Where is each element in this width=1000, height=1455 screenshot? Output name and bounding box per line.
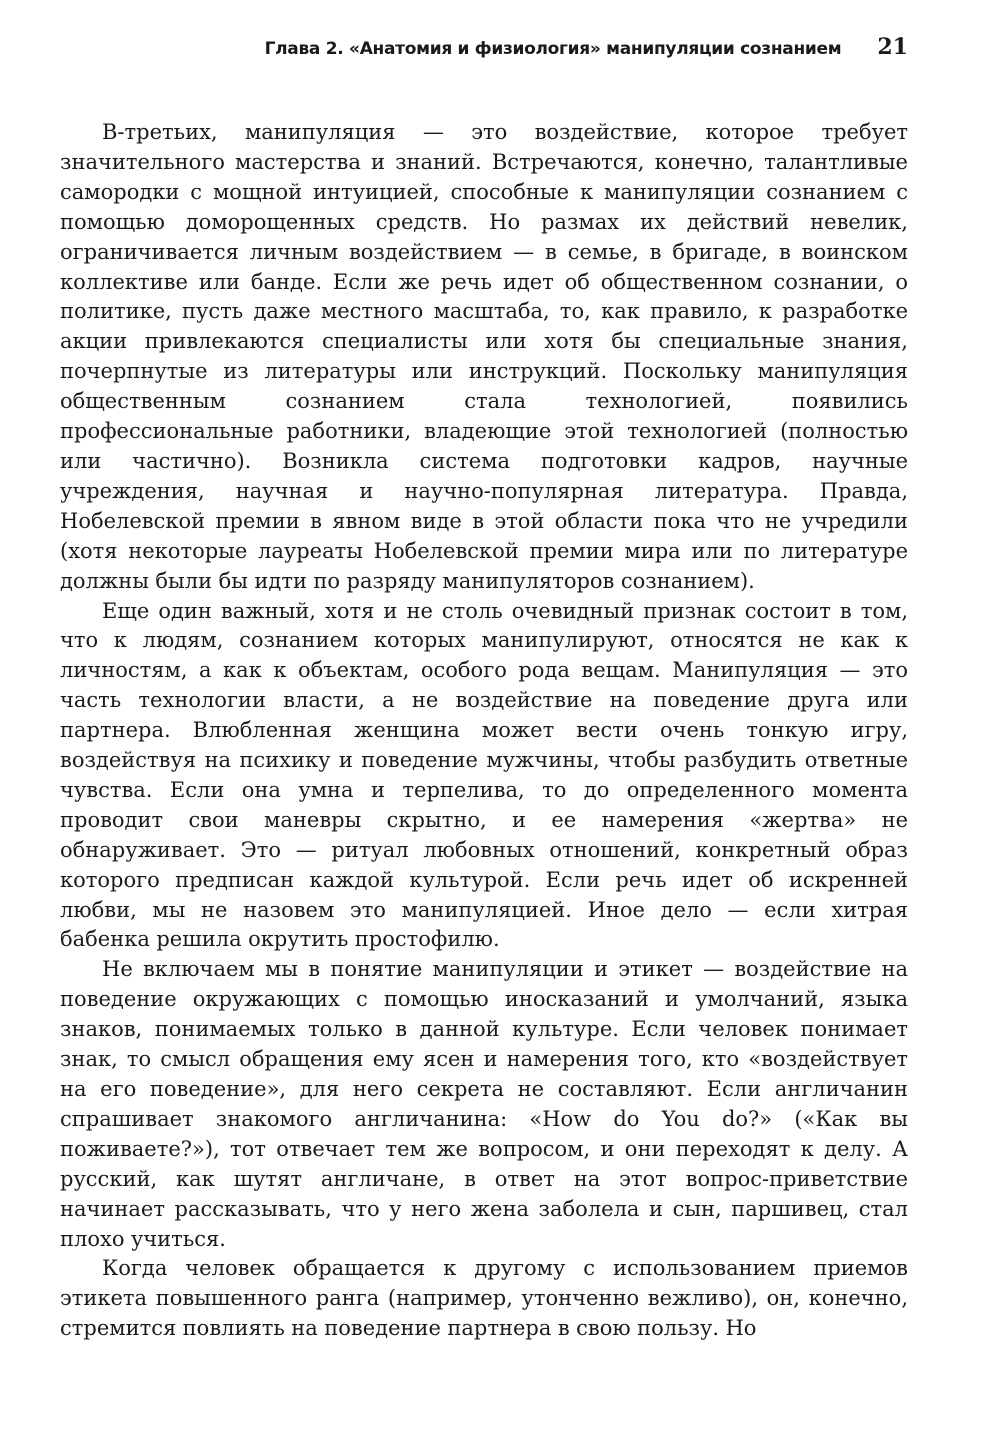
running-title: Глава 2. «Анатомия и физиология» манипуляции сознанием xyxy=(264,39,842,59)
paragraph-3: Не включаем мы в понятие манипуляции и этикет — воздействие на поведение окружающих с помощью иносказаний и умолчаний, языка знаков, понимаемых только в данной культуре. Если человек понимает знак, то смысл обращения ему ясен и намерения того, кто «воздействует на его поведение», для него секрета не составляют. Если англичанин спрашивает знакомого англичанина: «How do You do?» («Как вы поживаете?»), тот отвечает тем же вопросом, и они переходят к делу. А русский, как шутят англичане, в ответ на этот вопрос-приветствие начинает рассказывать, что у него жена заболела и сын, паршивец, стал плохо учиться. xyxy=(60,957,908,1251)
running-head xyxy=(60,34,908,74)
paragraph-1: В-третьих, манипуляция — это воздействие, которое требует значительного мастерства и знаний. Встречаются, конечно, талантливые самородки с мощной интуицией, способные к манипуляции сознанием с помощью доморощенных средств. Но размах их действий невелик, ограничивается личным воздействием — в семье, в бригаде, в воинском коллективе или банде. Если же речь идет об общественном сознании, о политике, пусть даже местного масштаба, то, как правило, к разработке акции привлекаются специалисты или хотя бы специальные знания, почерпнутые из литературы или инструкций. Поскольку манипуляция общественным сознанием стала технологией, появились профессиональные работники, владеющие этой технологией (полностью или частично). Возникла система подготовки кадров, научные учреждения, научная и научно-популярная литература. Правда, Нобелевской премии в явном виде в этой области пока что не учредили (хотя некоторые лауреаты Нобелевской премии мира или по литературе должны были бы идти по разряду манипуляторов сознанием). xyxy=(60,120,908,593)
paragraph-4: Когда человек обращается к другому с использованием приемов этикета повышенного ранга (например, утонченно вежливо), он, конечно, стремится повлиять на поведение партнера в свою пользу. Но xyxy=(60,1256,908,1341)
paragraph-2: Еще один важный, хотя и не столь очевидный признак состоит в том, что к людям, сознанием которых манипулируют, относятся не как к личностям, а как к объектам, особого рода вещам. Манипуляция — это часть технологии власти, а не воздействие на поведение друга или партнера. Влюбленная женщина может вести очень тонкую игру, воздействуя на психику и поведение мужчины, чтобы разбудить ответные чувства. Если она умна и терпелива, то до определенного момента проводит свои маневры скрытно, и ее намерения «жертва» не обнаруживает. Это — ритуал любовных отношений, конкретный образ которого предписан каждой культурой. Если речь идет об искренней любви, мы не назовем это манипуляцией. Иное дело — если хитрая бабенка решила окрутить простофилю. xyxy=(60,598,908,952)
body-text xyxy=(60,118,908,1344)
page-number: 21 xyxy=(877,34,908,60)
